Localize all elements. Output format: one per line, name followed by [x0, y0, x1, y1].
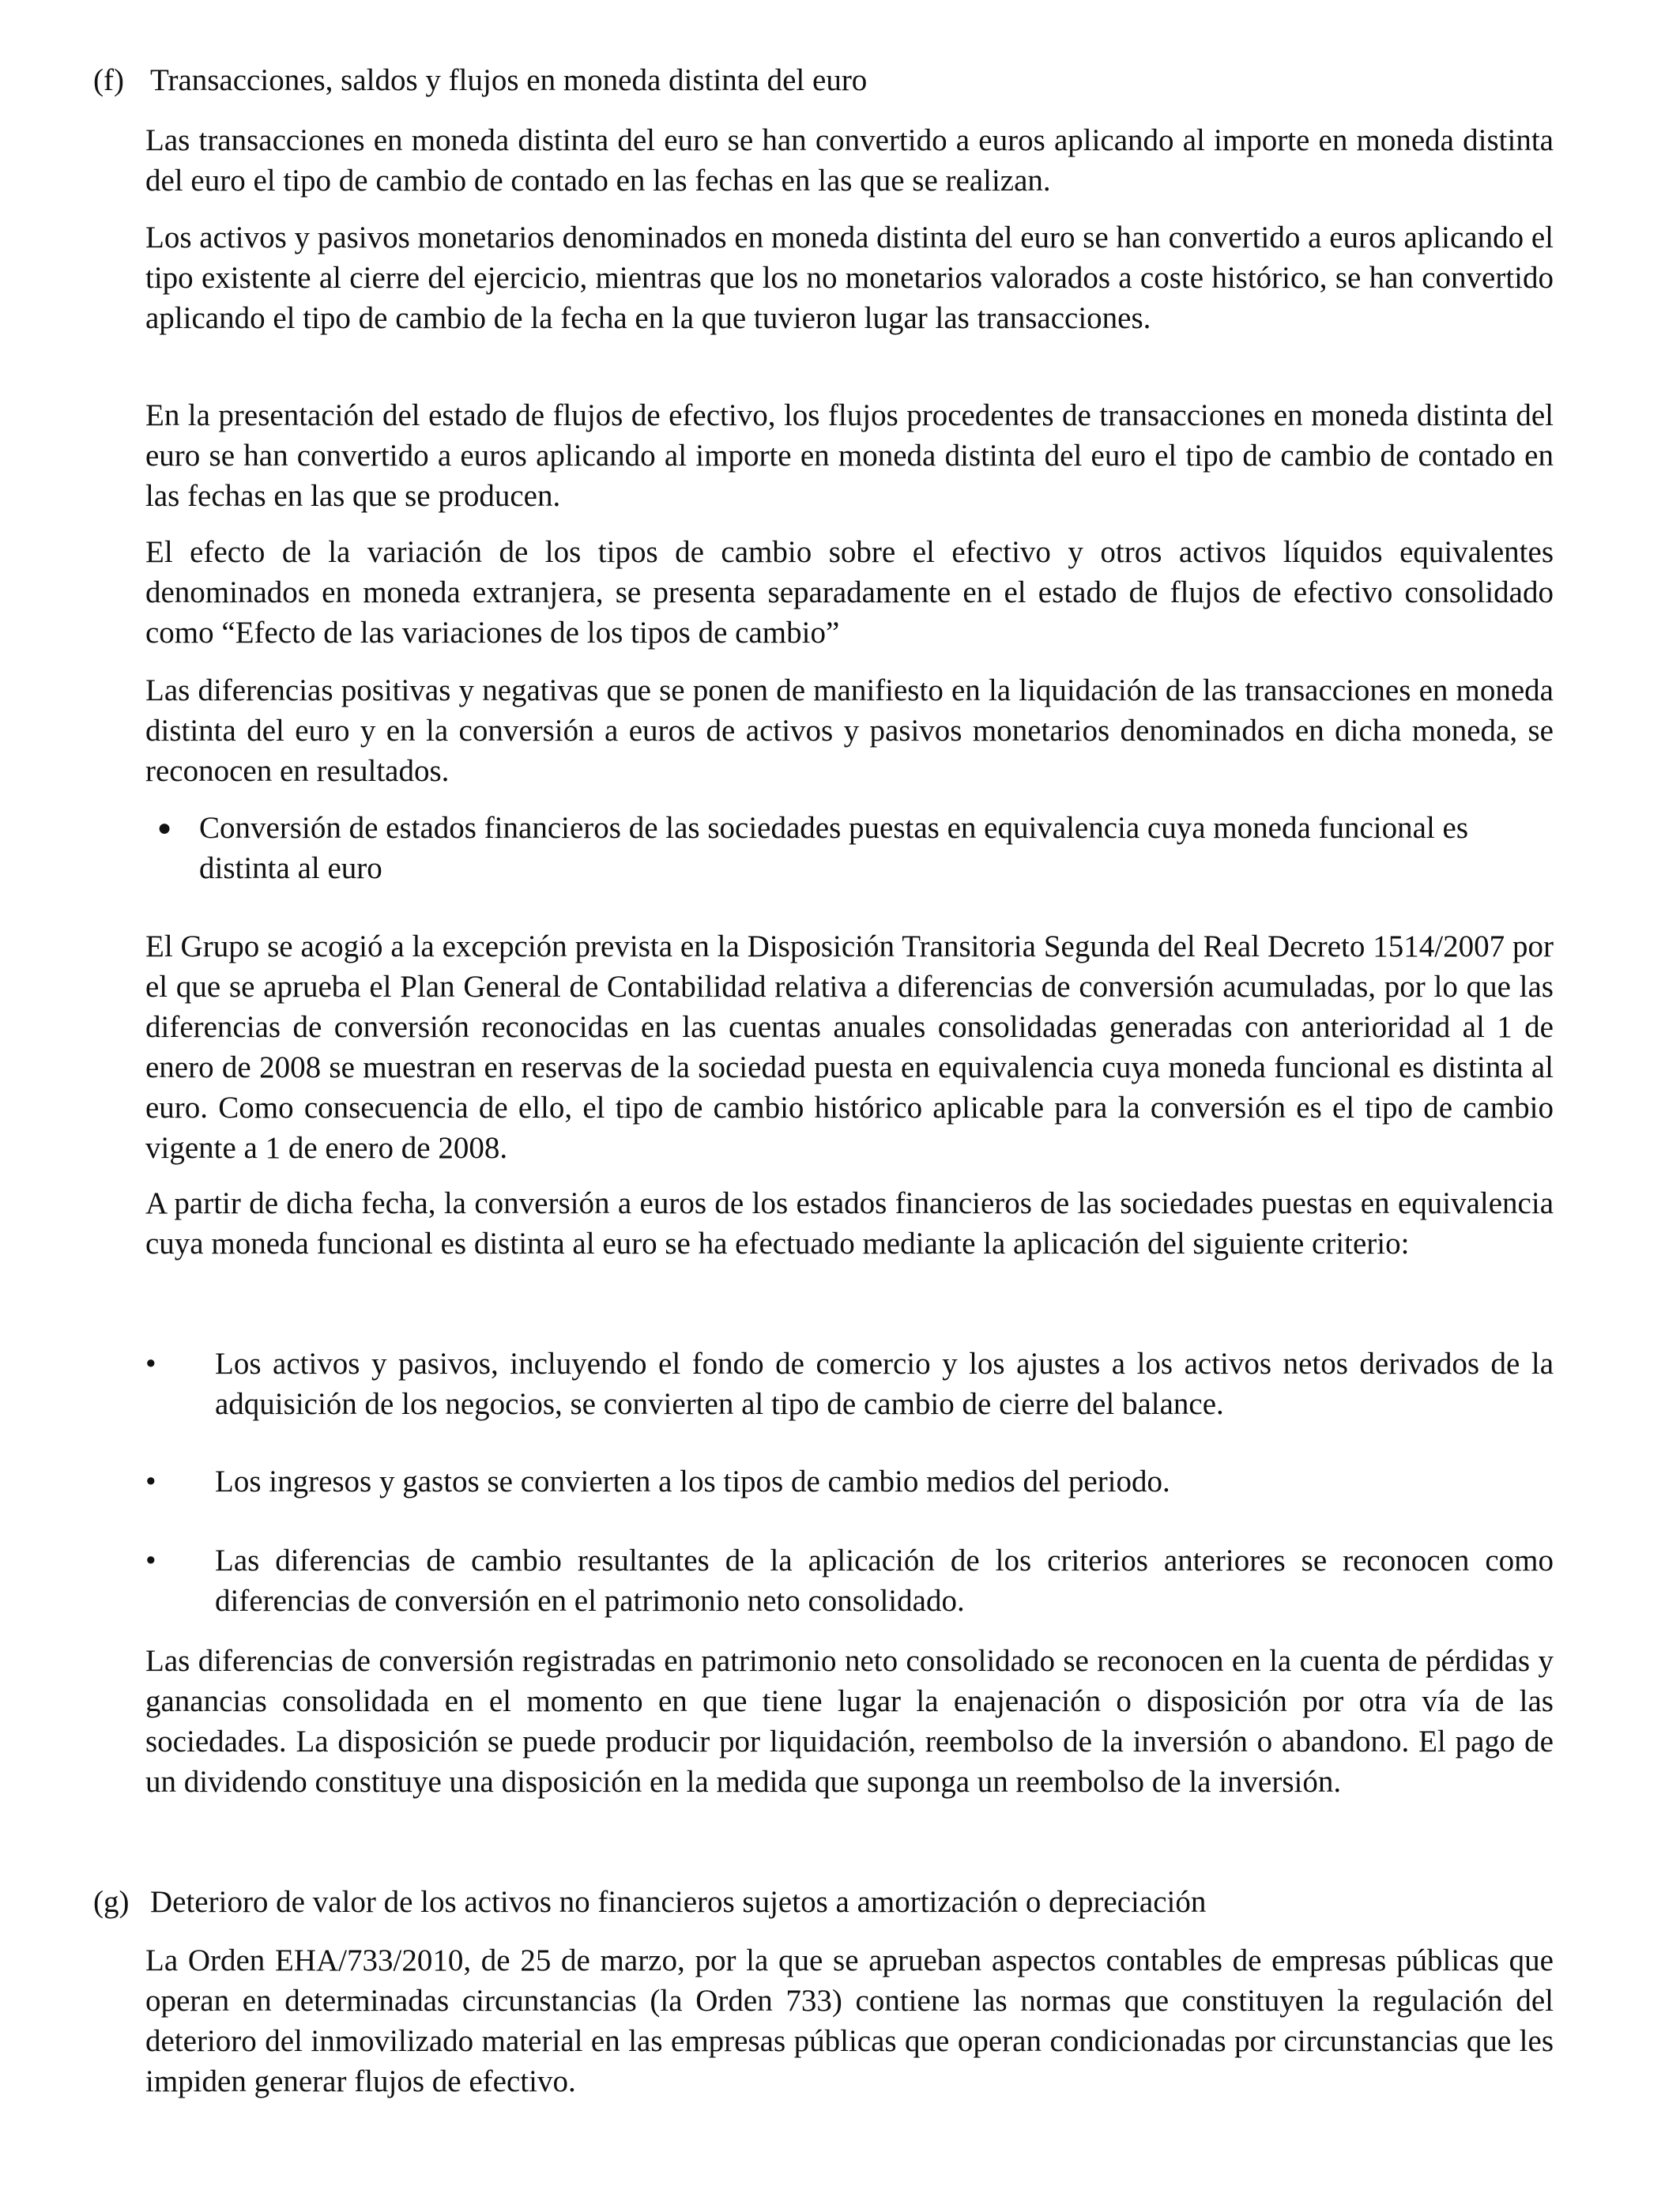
bullet-icon: •	[145, 1465, 156, 1498]
section-g-paragraph: La Orden EHA/733/2010, de 25 de marzo, por la que se aprueban aspectos contables de empresas públicas que operan en determinadas circunstancias (la Orden 733) contiene las normas que constituyen la regulación del deterioro del inmovilizado material en las empresas públicas que operan condicionadas por circunstancias que les impiden generar flujos de efectivo.	[145, 1943, 1554, 2098]
section-f-paragraph-2: Los activos y pasivos monetarios denominados en moneda distinta del euro se han convertido a euros aplicando el tipo existente al cierre del ejercicio, mientras que los no monetarios valorados a coste histórico, se han convertido aplicando el tipo de cambio de la fecha en la que tuvieron lugar las transacciones.	[145, 221, 1554, 335]
section-f-paragraph-3: En la presentación del estado de flujos de efectivo, los flujos procedentes de transacciones en moneda distinta del euro se han convertido a euros aplicando al importe en moneda distinta del euro el tipo de cambio de contado en las fechas en las que se producen.	[145, 398, 1554, 513]
section-g-heading	[93, 1882, 1206, 1922]
criteria-item	[145, 1461, 1554, 1502]
conversion-paragraph-1: El Grupo se acogió a la excepción prevista en la Disposición Transitoria Segunda del Real Decreto 1514/2007 por el que se aprueba el Plan General de Contabilidad relativa a diferencias de conversión acumuladas, por lo que las diferencias de conversión reconocidas en las cuentas anuales consolidadas generadas con anterioridad al 1 de enero de 2008 se muestran en reservas de la sociedad puesta en equivalencia cuya moneda funcional es distinta al euro. Como consecuencia de ello, el tipo de cambio histórico aplicable para la conversión es el tipo de cambio vigente a 1 de enero de 2008.	[145, 929, 1554, 1165]
section-f-title: Transacciones, saldos y flujos en moneda distinta del euro	[150, 63, 868, 97]
criteria-item-text: Las diferencias de cambio resultantes de la aplicación de los criterios anteriores se reconocen como diferencias de conversión en el patrimonio neto consolidado.	[215, 1544, 1554, 1618]
section-f-heading	[93, 60, 867, 100]
conversion-paragraph-2: A partir de dicha fecha, la conversión a euros de los estados financieros de las sociedades puestas en equivalencia cuya moneda funcional es distinta al euro se ha efectuado mediante la aplicación del siguiente criterio:	[145, 1186, 1554, 1261]
conversion-subheading-text: Conversión de estados financieros de las sociedades puestas en equivalencia cuya moneda funcional es distinta al euro	[199, 811, 1469, 885]
section-f-marker: (f)	[93, 63, 124, 97]
section-g-title: Deterioro de valor de los activos no financieros sujetos a amortización o depreciación	[150, 1885, 1207, 1919]
criteria-item-text: Los ingresos y gastos se convierten a los tipos de cambio medios del periodo.	[215, 1465, 1170, 1498]
closing-paragraph: Las diferencias de conversión registradas en patrimonio neto consolidado se reconocen en la cuenta de pérdidas y ganancias consolidada en el momento en que tiene lugar la enajenación o disposición por otra vía de las sociedades. La disposición se puede producir por liquidación, reembolso de la inversión o abandono. El pago de un dividendo constituye una disposición en la medida que suponga un reembolso de la inversión.	[145, 1644, 1554, 1799]
criteria-item	[145, 1344, 1554, 1424]
conversion-subheading	[145, 808, 1554, 888]
section-f-paragraph-5: Las diferencias positivas y negativas que se ponen de manifiesto en la liquidación de las transacciones en moneda distinta del euro y en la conversión a euros de activos y pasivos monetarios denominados en dicha moneda, se reconocen en resultados.	[145, 673, 1554, 788]
section-f-paragraph-4: El efecto de la variación de los tipos de cambio sobre el efectivo y otros activos líquidos equivalentes denominados en moneda extranjera, se presenta separadamente en el estado de flujos de efectivo consolidado como “Efecto de las variaciones de los tipos de cambio”	[145, 535, 1554, 650]
bullet-dot-icon: ●	[157, 815, 172, 841]
criteria-item-text: Los activos y pasivos, incluyendo el fondo de comercio y los ajustes a los activos netos derivados de la adquisición de los negocios, se convierten al tipo de cambio de cierre del balance.	[215, 1347, 1554, 1421]
section-g-marker: (g)	[93, 1885, 130, 1919]
bullet-icon: •	[145, 1347, 156, 1381]
section-f-paragraph-1: Las transacciones en moneda distinta del euro se han convertido a euros aplicando al importe en moneda distinta del euro el tipo de cambio de contado en las fechas en las que se realizan.	[145, 123, 1554, 198]
bullet-icon: •	[145, 1544, 156, 1578]
criteria-item	[145, 1540, 1554, 1621]
